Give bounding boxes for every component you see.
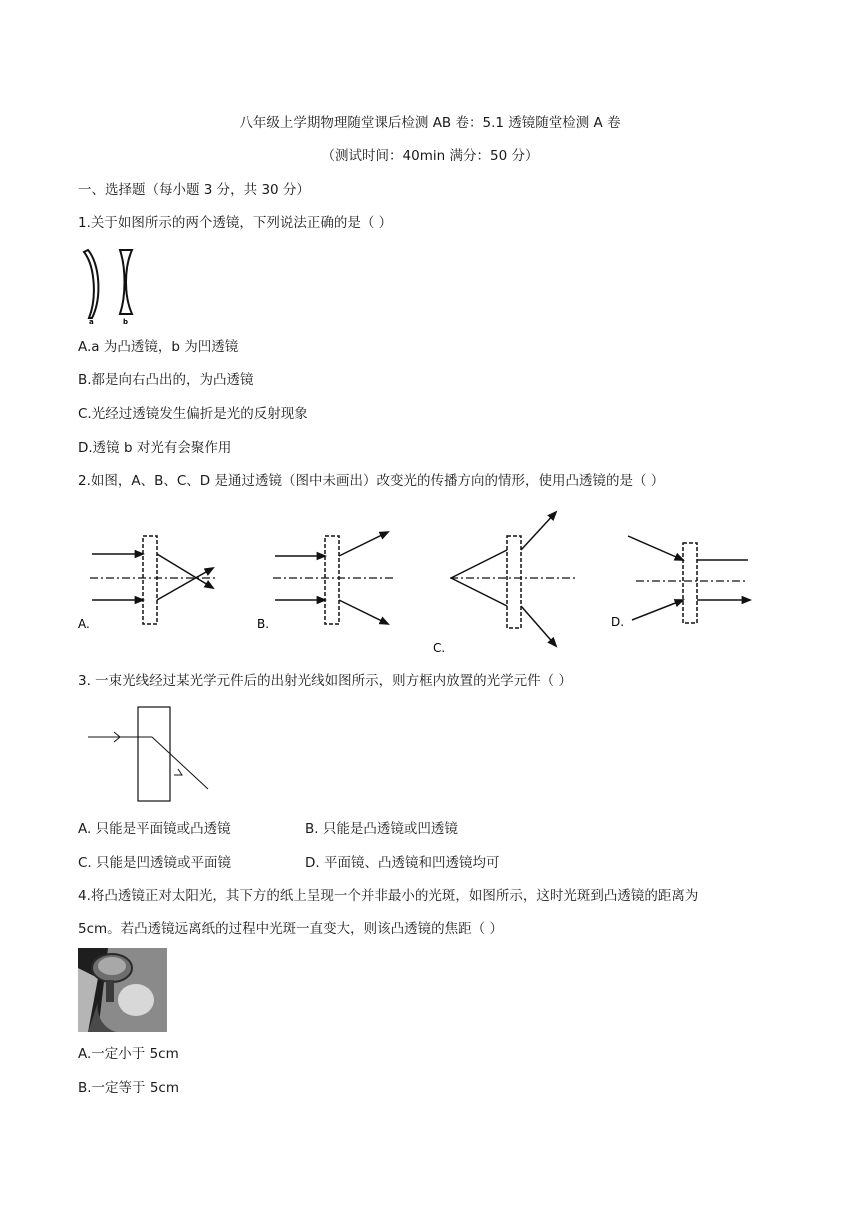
section-heading: 一、选择题（每小题 3 分，共 30 分） — [78, 182, 310, 198]
q1-option-a: A.a 为凸透镜，b 为凹透镜 — [78, 339, 239, 355]
diagram-c-label: C. — [433, 641, 446, 655]
q1-option-d: D.透镜 b 对光有会聚作用 — [78, 440, 232, 456]
q4-option-b: B.一定等于 5cm — [78, 1080, 180, 1096]
q4-stem-line2: 5cm。若凸透镜远离纸的过程中光斑一直变大，则该凸透镜的焦距（ ） — [78, 921, 503, 937]
q1-option-c: C.光经过透镜发生偏折是光的反射现象 — [78, 406, 308, 422]
diagram-b-label: B. — [257, 617, 270, 631]
q3-option-d: D. 平面镜、凸透镜和凹透镜均可 — [305, 855, 500, 871]
diagram-d-label: D. — [611, 615, 625, 629]
q4-stem-line1: 4.将凸透镜正对太阳光，其下方的纸上呈现一个并非最小的光斑，如图所示，这时光斑到凸透镜的距离为 — [78, 888, 699, 904]
q3-box-figure — [88, 705, 218, 805]
lens-a-shape — [84, 250, 98, 318]
q3-option-a: A. 只能是平面镜或凸透镜 — [78, 821, 231, 837]
q1-option-b: B.都是向右凸出的，为凸透镜 — [78, 372, 254, 388]
lens-a-label: a — [89, 318, 94, 326]
lens-b-label: b — [123, 318, 129, 326]
q4-lens-photo — [78, 948, 167, 1032]
q3-option-c: C. 只能是凹透镜或平面镜 — [78, 855, 232, 871]
diagram-d — [611, 536, 750, 629]
diagram-c — [433, 512, 578, 655]
q1-lens-figure — [80, 246, 140, 326]
page-subtitle: （测试时间：40min 满分：50 分） — [321, 148, 539, 164]
diagram-a-label: A. — [78, 617, 90, 631]
q2-ray-diagrams — [0, 500, 860, 660]
emergent-ray — [152, 737, 208, 789]
q3-option-b: B. 只能是凸透镜或凹透镜 — [305, 821, 458, 837]
lens-b-shape — [120, 250, 132, 314]
q3-stem: 3. 一束光线经过某光学元件后的出射光线如图所示，则方框内放置的光学元件（ ） — [78, 673, 572, 689]
page-title: 八年级上学期物理随堂课后检测 AB 卷：5.1 透镜随堂检测 A 卷 — [239, 115, 621, 131]
optical-box — [138, 707, 170, 801]
diagram-a — [78, 536, 215, 631]
q1-stem: 1.关于如图所示的两个透镜，下列说法正确的是（ ） — [78, 215, 393, 231]
q4-option-a: A.一定小于 5cm — [78, 1046, 179, 1062]
diagram-b — [257, 532, 395, 631]
q2-stem: 2.如图，A、B、C、D 是通过透镜（图中未画出）改变光的传播方向的情形，使用凸透镜的是（ ） — [78, 473, 665, 489]
